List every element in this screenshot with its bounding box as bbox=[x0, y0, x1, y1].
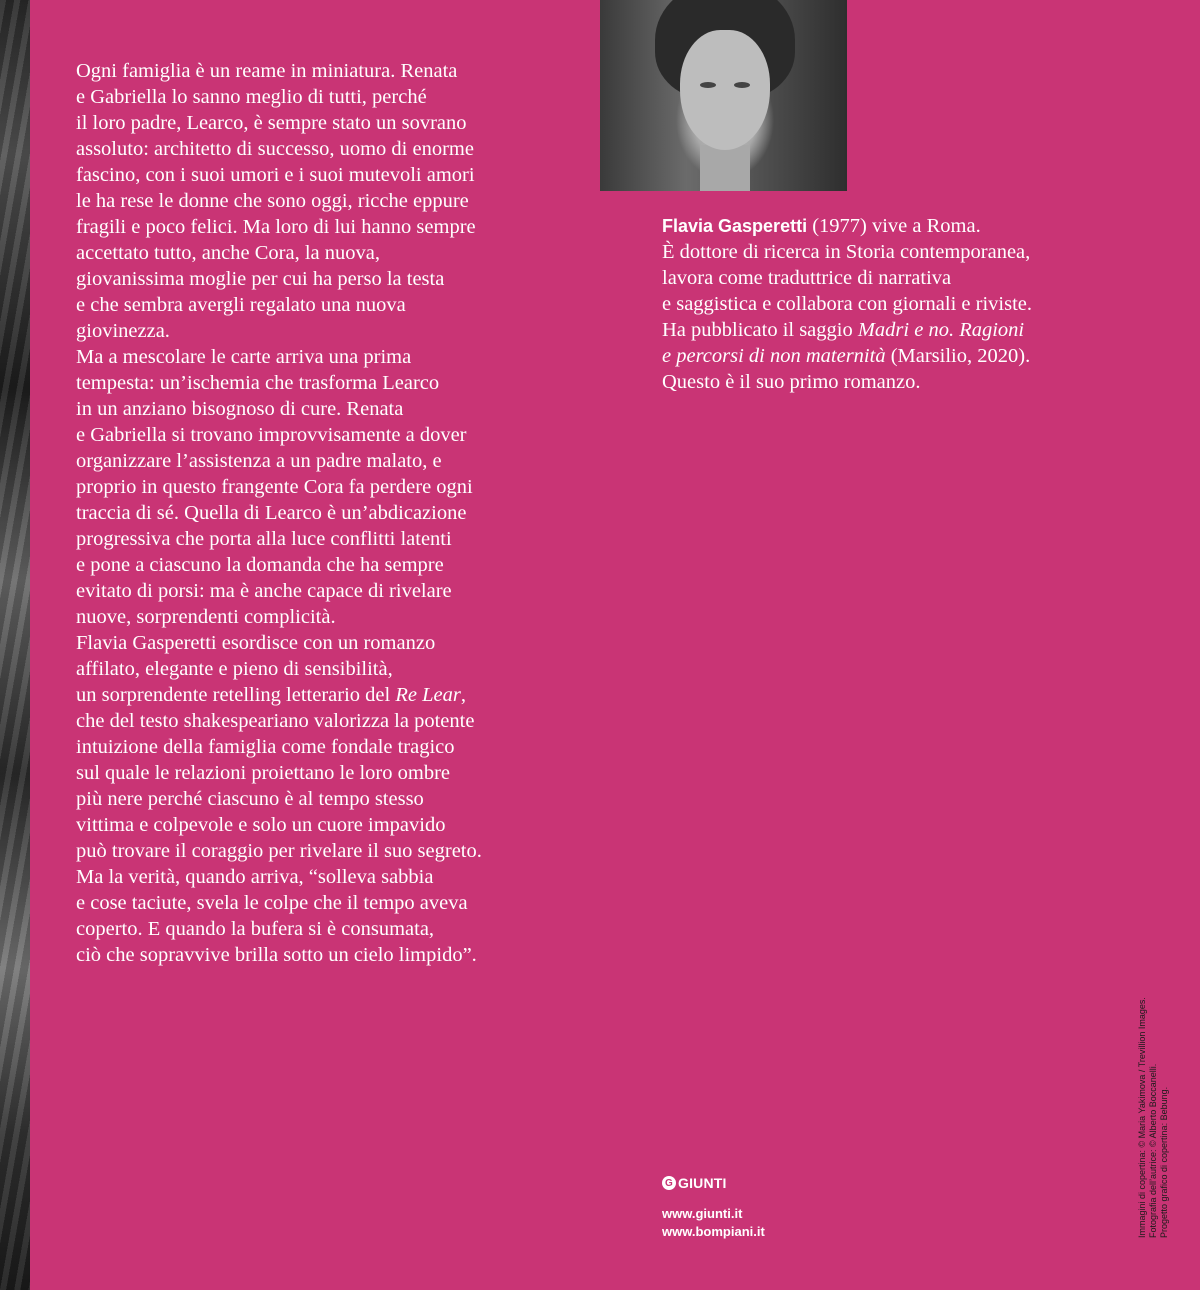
author-portrait-neck bbox=[700, 145, 750, 191]
cover-photo-strip bbox=[0, 0, 30, 1290]
blurb-line bbox=[76, 682, 556, 708]
blurb-line: più nere perché ciascuno è al tempo stesso bbox=[76, 788, 424, 810]
bio-line-text: (1977) vive a Roma. bbox=[807, 215, 981, 237]
blurb-line: fragili e poco felici. Ma loro di lui hanno sempre bbox=[76, 216, 476, 238]
publisher-websites bbox=[662, 1205, 765, 1241]
blurb-line: organizzare l’assistenza a un padre malato, e bbox=[76, 450, 442, 472]
publisher-block bbox=[662, 1175, 765, 1241]
bio-line-text: (Marsilio, 2020). bbox=[885, 345, 1031, 367]
blurb-line: Ma a mescolare le carte arriva una prima bbox=[76, 346, 412, 368]
giunti-logo bbox=[662, 1175, 765, 1191]
blurb-line: le ha rese le donne che sono oggi, ricche eppure bbox=[76, 190, 469, 212]
author-portrait-eye bbox=[734, 82, 750, 88]
author-portrait-eye bbox=[700, 82, 716, 88]
bio-line: lavora come traduttrice di narrativa bbox=[662, 267, 952, 289]
credit-line: Progetto grafico di copertina: Bebung. bbox=[1159, 1086, 1169, 1238]
blurb-line: in un anziano bisognoso di cure. Renata bbox=[76, 398, 404, 420]
blurb-line: coperto. E quando la bufera si è consumata, bbox=[76, 918, 435, 940]
blurb-line: evitato di porsi: ma è anche capace di rivelare bbox=[76, 580, 452, 602]
author-name: Flavia Gasperetti bbox=[662, 216, 808, 236]
website-link-bompiani[interactable]: www.bompiani.it bbox=[662, 1224, 765, 1239]
blurb-line: e Gabriella si trovano improvvisamente a dover bbox=[76, 424, 467, 446]
bio-line bbox=[662, 343, 1122, 369]
bio-line bbox=[662, 213, 1122, 239]
blurb-line: vittima e colpevole e solo un cuore impavido bbox=[76, 814, 446, 836]
giunti-logo-text: GIUNTI bbox=[678, 1175, 727, 1191]
blurb-paragraph-2 bbox=[76, 344, 556, 630]
credit-line: Fotografia dell’autrice: © Alberto Boccanelli. bbox=[1148, 1063, 1158, 1238]
bio-line bbox=[662, 317, 1122, 343]
credit-line: Immagini di copertina: © Maria Yakimova / Trevillion Images. bbox=[1137, 997, 1147, 1238]
author-portrait bbox=[600, 0, 847, 191]
blurb-line: traccia di sé. Quella di Learco è un’abdicazione bbox=[76, 502, 467, 524]
blurb-paragraph-3 bbox=[76, 630, 556, 968]
blurb-line-text: , bbox=[460, 684, 466, 706]
blurb-line: il loro padre, Learco, è sempre stato un sovrano bbox=[76, 112, 467, 134]
bio-line-text: Ha pubblicato il saggio bbox=[662, 319, 858, 341]
blurb-line: intuizione della famiglia come fondale tragico bbox=[76, 736, 455, 758]
book-title: Madri e no. Ragioni bbox=[857, 319, 1025, 341]
bio-line: È dottore di ricerca in Storia contemporanea, bbox=[662, 241, 1031, 263]
blurb-line: Ogni famiglia è un reame in miniatura. Renata bbox=[76, 60, 458, 82]
blurb-line: proprio in questo frangente Cora fa perdere ogni bbox=[76, 476, 473, 498]
blurb-line: affilato, elegante e pieno di sensibilità, bbox=[76, 658, 393, 680]
blurb-line: tempesta: un’ischemia che trasforma Learco bbox=[76, 372, 440, 394]
bio-line: Questo è il suo primo romanzo. bbox=[662, 371, 921, 393]
blurb-line: Ma la verità, quando arriva, “solleva sabbia bbox=[76, 866, 434, 888]
blurb-line: Flavia Gasperetti esordisce con un romanzo bbox=[76, 632, 436, 654]
blurb-line: che del testo shakespeariano valorizza la potente bbox=[76, 710, 475, 732]
giunti-logo-icon: G bbox=[662, 1176, 676, 1190]
author-bio bbox=[662, 213, 1122, 395]
blurb-line: sul quale le relazioni proiettano le loro ombre bbox=[76, 762, 450, 784]
blurb-line: ciò che sopravvive brilla sotto un cielo limpido”. bbox=[76, 944, 477, 966]
blurb-line: giovinezza. bbox=[76, 320, 170, 342]
blurb-line: progressiva che porta alla luce conflitti latenti bbox=[76, 528, 452, 550]
blurb-line: e Gabriella lo sanno meglio di tutti, perché bbox=[76, 86, 427, 108]
book-title: e percorsi di non maternità bbox=[662, 345, 886, 367]
back-cover-blurb bbox=[76, 58, 556, 968]
blurb-line-text: un sorprendente retelling letterario del bbox=[76, 684, 396, 706]
blurb-line: accettato tutto, anche Cora, la nuova, bbox=[76, 242, 380, 264]
image-credits bbox=[1137, 997, 1170, 1238]
book-reference-title: Re Lear bbox=[395, 684, 461, 706]
blurb-line: può trovare il coraggio per rivelare il suo segreto. bbox=[76, 840, 482, 862]
blurb-paragraph-1 bbox=[76, 58, 556, 344]
author-portrait-face bbox=[680, 30, 770, 150]
blurb-line: e cose taciute, svela le colpe che il tempo aveva bbox=[76, 892, 468, 914]
blurb-line: assoluto: architetto di successo, uomo di enorme bbox=[76, 138, 474, 160]
blurb-line: e pone a ciascuno la domanda che ha sempre bbox=[76, 554, 444, 576]
blurb-line: giovanissima moglie per cui ha perso la testa bbox=[76, 268, 445, 290]
website-link-giunti[interactable]: www.giunti.it bbox=[662, 1206, 743, 1221]
blurb-line: nuove, sorprendenti complicità. bbox=[76, 606, 336, 628]
blurb-line: e che sembra avergli regalato una nuova bbox=[76, 294, 406, 316]
bio-line: e saggistica e collabora con giornali e riviste. bbox=[662, 293, 1033, 315]
blurb-line: fascino, con i suoi umori e i suoi mutevoli amori bbox=[76, 164, 475, 186]
